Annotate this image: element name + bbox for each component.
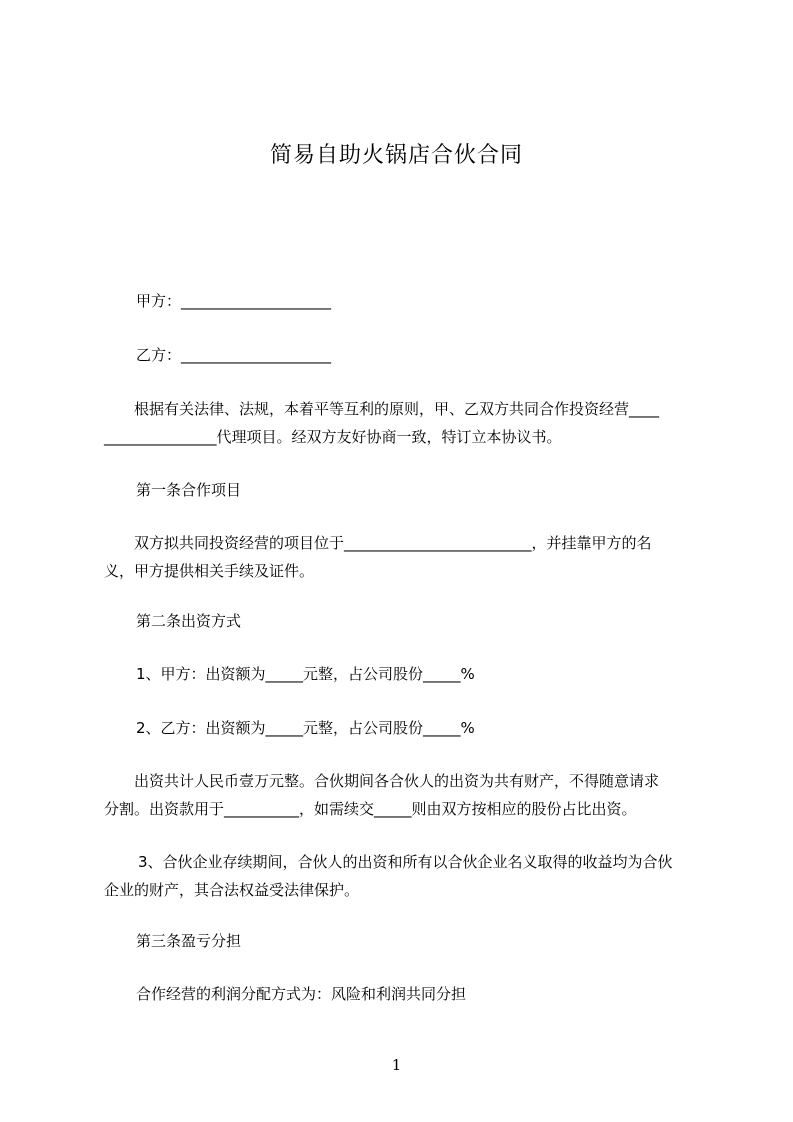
- article2-total-line-1: 出资共计人民币壹万元整。合伙期间各合伙人的出资为共有财产，不得随意请求: [134, 772, 660, 790]
- article1-heading: 第一条合作项目: [136, 481, 242, 499]
- article3-body: 合作经营的利润分配方式为：风险和利润共同分担: [136, 985, 467, 1003]
- preamble-line-1: 根据有关法律、法规，本着平等互利的原则，甲、乙双方共同合作投资经营____: [134, 400, 660, 418]
- article2-item-3-line-2: 企业的财产，其合法权益受法律保护。: [104, 881, 360, 899]
- article1-body-line-2: 义，甲方提供相关手续及证件。: [104, 562, 315, 580]
- article1-body-line-1: 双方拟共同投资经营的项目位于_________________________，并挂靠甲方的名: [134, 534, 652, 552]
- party-b-line: 乙方：____________________: [136, 346, 332, 364]
- article2-item-1: 1、甲方：出资额为_____元整，占公司股份_____%: [136, 665, 475, 683]
- page-number: 1: [391, 1056, 402, 1074]
- party-a-line: 甲方：____________________: [136, 292, 332, 310]
- article2-item-2: 2、乙方：出资额为_____元整，占公司股份_____%: [136, 719, 475, 737]
- article3-heading: 第三条盈亏分担: [136, 932, 242, 950]
- article2-heading: 第二条出资方式: [136, 612, 242, 630]
- article2-item-3-line-1: 3、合伙企业存续期间，合伙人的出资和所有以合伙企业名义取得的收益均为合伙: [138, 853, 673, 871]
- document-title: 简易自助火锅店合伙合同: [269, 143, 523, 168]
- preamble-line-2: _______________代理项目。经双方友好协商一致，特订立本协议书。: [104, 428, 562, 446]
- article2-total-line-2: 分割。出资款用于__________，如需续交_____则由双方按相应的股份占比出资。: [104, 800, 637, 818]
